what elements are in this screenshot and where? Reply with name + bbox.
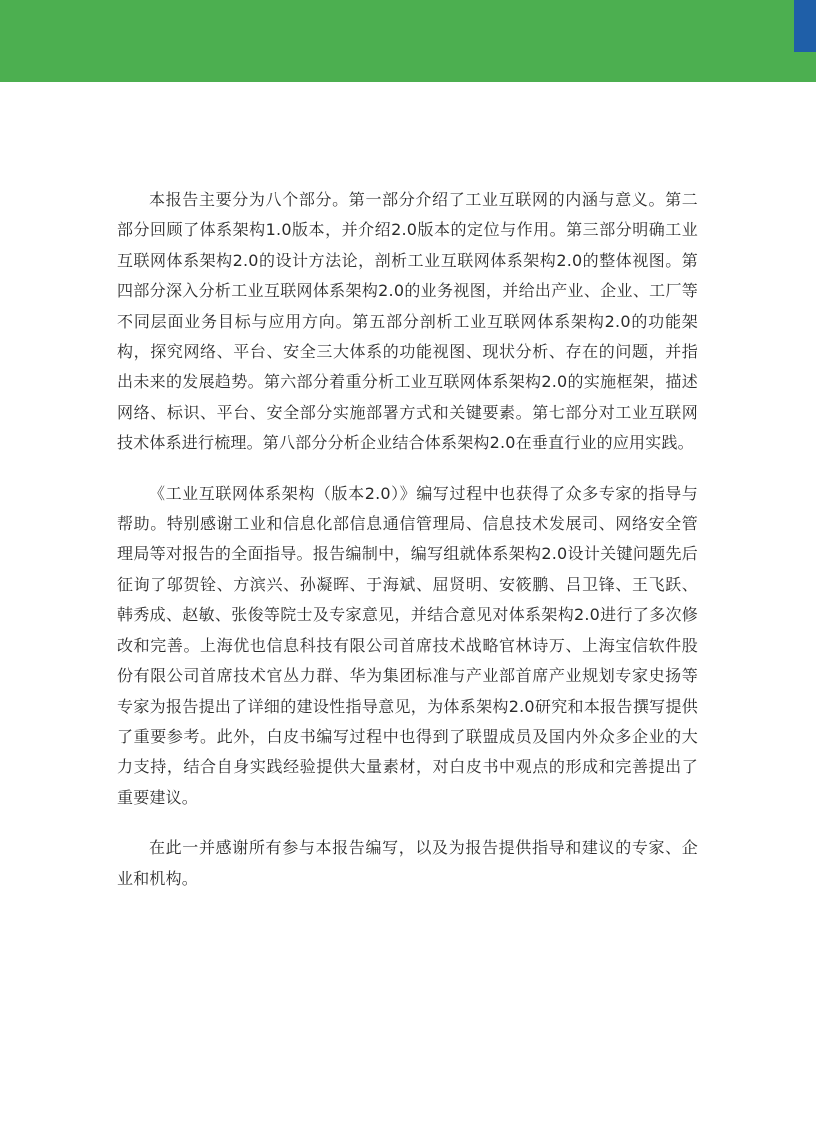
- header-corner-accent: [794, 0, 816, 52]
- paragraph-report-structure: 本报告主要分为八个部分。第一部分介绍了工业互联网的内涵与意义。第二部分回顾了体系架构1.0版本，并介绍2.0版本的定位与作用。第三部分明确工业互联网体系架构2.0的设计方法论，剖析工业互联网体系架构2.0的整体视图。第四部分深入分析工业互联网体系架构2.0的业务视图，并给出产业、企业、工厂等不同层面业务目标与应用方向。第五部分剖析工业互联网体系架构2.0的功能架构，探究网络、平台、安全三大体系的功能视图、现状分析、存在的问题，并指出未来的发展趋势。第六部分着重分析工业互联网体系架构2.0的实施框架，描述网络、标识、平台、安全部分实施部署方式和关键要素。第七部分对工业互联网技术体系进行梳理。第八部分分析企业结合体系架构2.0在垂直行业的应用实践。: [117, 190, 698, 453]
- document-body: [117, 185, 698, 894]
- paragraph-acknowledgements: 《工业互联网体系架构（版本2.0）》编写过程中也获得了众多专家的指导与帮助。特别感谢工业和信息化部信息通信管理局、信息技术发展司、网络安全管理局等对报告的全面指导。报告编制中，编写组就体系架构2.0设计关键问题先后征询了邬贺铨、方滨兴、孙凝晖、于海斌、屈贤明、安筱鹏、吕卫锋、王飞跃、韩秀成、赵敏、张俊等院士及专家意见，并结合意见对体系架构2.0进行了多次修改和完善。上海优也信息科技有限公司首席技术战略官林诗万、上海宝信软件股份有限公司首席技术官丛力群、华为集团标准与产业部首席产业规划专家史扬等专家为报告提出了详细的建设性指导意见，为体系架构2.0研究和本报告撰写提供了重要参考。此外，白皮书编写过程中也得到了联盟成员及国内外众多企业的大力支持，结合自身实践经验提供大量素材，对白皮书中观点的形成和完善提出了重要建议。: [117, 483, 698, 807]
- paragraph-closing-thanks: 在此一并感谢所有参与本报告编写，以及为报告提供指导和建议的专家、企业和机构。: [117, 838, 698, 888]
- header-band: [0, 0, 816, 82]
